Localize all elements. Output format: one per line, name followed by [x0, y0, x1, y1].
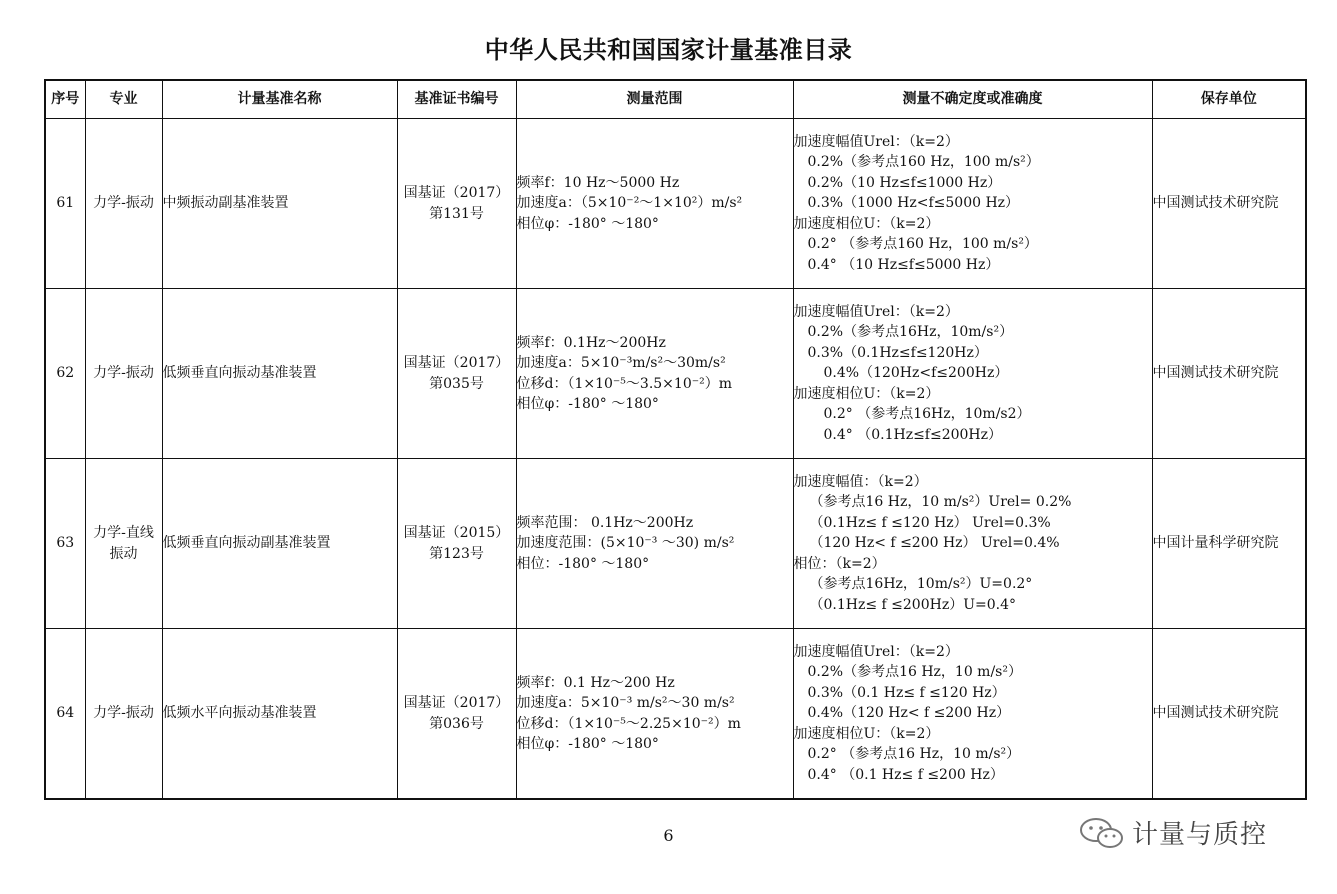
table-row	[45, 629, 1306, 800]
custodian-cell: 中国测试技术研究院	[1152, 629, 1306, 800]
uncertainty-line: （0.1Hz≤ f ≤120 Hz） Urel=0.3%	[809, 514, 1051, 531]
certificate-cell	[397, 629, 516, 800]
uncertainty-line: 加速度相位U：（k=2）	[793, 215, 940, 232]
uncertainty-line: （0.1Hz≤ f ≤200Hz）U=0.4°	[809, 596, 1016, 613]
wechat-icon	[1078, 816, 1126, 850]
uncertainty-line: 0.2%（参考点16 Hz，10 m/s²）	[807, 664, 1022, 681]
uncertainty-line: 加速度幅值Urel：（k=2）	[793, 133, 959, 150]
uncertainty-line: （120 Hz< f ≤200 Hz） Urel=0.4%	[809, 535, 1060, 552]
field-line: 力学-振动	[93, 195, 154, 212]
standard-name-cell: 低频垂直向振动副基准装置	[162, 459, 397, 629]
range-line: 频率范围： 0.1Hz～200Hz	[516, 514, 694, 531]
header-cell: 专业	[85, 80, 162, 119]
field-cell	[85, 119, 162, 289]
field-line: 力学-直线	[93, 525, 154, 541]
row-number-cell: 62	[45, 289, 85, 459]
header-cell: 序号	[45, 80, 85, 119]
uncertainty-cell	[793, 289, 1152, 459]
certificate-cell	[397, 289, 516, 459]
field-cell	[85, 629, 162, 800]
standard-name-cell: 低频水平向振动基准装置	[162, 629, 397, 800]
certificate-line: 第036号	[429, 715, 484, 732]
metrology-standards-table	[44, 79, 1307, 800]
certificate-line: 第035号	[429, 375, 484, 392]
uncertainty-line: 加速度幅值Urel：（k=2）	[793, 643, 959, 660]
measurement-range-cell	[516, 289, 793, 459]
uncertainty-line: 0.2%（10 Hz≤f≤1000 Hz）	[807, 174, 1002, 191]
uncertainty-line: 0.2° （参考点16Hz，10m/s2）	[823, 406, 1031, 423]
header-cell: 测量不确定度或准确度	[793, 80, 1152, 119]
custodian-cell: 中国测试技术研究院	[1152, 119, 1306, 289]
measurement-range-cell	[516, 629, 793, 800]
field-cell	[85, 459, 162, 629]
header-cell: 计量基准名称	[162, 80, 397, 119]
row-number-cell: 61	[45, 119, 85, 289]
range-line: 位移d：（1×10⁻⁵～2.25×10⁻²）m	[516, 715, 741, 732]
uncertainty-line: 0.2%（参考点16Hz，10m/s²）	[807, 324, 1014, 341]
field-line: 力学-振动	[93, 365, 154, 382]
uncertainty-cell	[793, 119, 1152, 289]
range-line: 相位φ：-180° ～180°	[516, 736, 659, 752]
range-line: 频率f：10 Hz～5000 Hz	[516, 174, 680, 191]
table-row	[45, 459, 1306, 629]
uncertainty-cell	[793, 459, 1152, 629]
field-line: 力学-振动	[93, 705, 154, 722]
range-line: 加速度a：（5×10⁻²～1×10²）m/s²	[516, 195, 743, 212]
certificate-line: 国基证（2017）	[403, 695, 510, 711]
row-number-cell: 63	[45, 459, 85, 629]
header-row	[45, 80, 1306, 119]
certificate-cell	[397, 119, 516, 289]
range-line: 加速度a：5×10⁻³ m/s²～30 m/s²	[516, 695, 735, 711]
uncertainty-line: （参考点16Hz，10m/s²）U=0.2°	[809, 576, 1033, 593]
table-row	[45, 119, 1306, 289]
header-cell: 保存单位	[1152, 80, 1306, 119]
certificate-line: 国基证（2015）	[403, 525, 510, 541]
range-line: 加速度a：5×10⁻³m/s²～30m/s²	[516, 355, 726, 371]
certificate-line: 国基证（2017）	[403, 185, 510, 201]
range-line: 频率f：0.1Hz～200Hz	[516, 334, 666, 351]
uncertainty-line: 0.2%（参考点160 Hz，100 m/s²）	[807, 154, 1040, 171]
uncertainty-line: 0.4%（120Hz<f≤200Hz）	[823, 365, 1009, 382]
uncertainty-line: 0.3%（1000 Hz<f≤5000 Hz）	[807, 195, 1020, 212]
standard-name-cell: 中频振动副基准装置	[162, 119, 397, 289]
field-line: 振动	[109, 545, 138, 562]
uncertainty-line: 0.4%（120 Hz< f ≤200 Hz）	[807, 705, 1011, 722]
header-cell: 测量范围	[516, 80, 793, 119]
uncertainty-line: 相位：（k=2）	[793, 555, 886, 572]
certificate-line: 第131号	[429, 205, 484, 222]
range-line: 加速度范围：(5×10⁻³ ～30) m/s²	[516, 535, 735, 552]
page-number: 6	[663, 826, 674, 845]
custodian-cell: 中国测试技术研究院	[1152, 289, 1306, 459]
certificate-cell	[397, 459, 516, 629]
uncertainty-cell	[793, 629, 1152, 800]
page-title: 中华人民共和国国家计量基准目录	[484, 36, 853, 64]
uncertainty-line: 加速度幅值：（k=2）	[793, 473, 928, 490]
watermark-text: 计量与质控	[1132, 820, 1268, 850]
custodian-cell: 中国计量科学研究院	[1152, 459, 1306, 629]
certificate-line: 第123号	[429, 545, 484, 562]
range-line: 频率f：0.1 Hz～200 Hz	[516, 674, 675, 691]
measurement-range-cell	[516, 459, 793, 629]
uncertainty-line: 0.3%（0.1 Hz≤ f ≤120 Hz）	[807, 684, 1006, 701]
uncertainty-line: 0.2° （参考点160 Hz，100 m/s²）	[807, 236, 1038, 253]
uncertainty-line: 加速度相位U：（k=2）	[793, 385, 940, 402]
range-line: 相位φ：-180° ～180°	[516, 396, 659, 412]
uncertainty-line: 0.4° （10 Hz≤f≤5000 Hz）	[807, 256, 1000, 273]
field-cell	[85, 289, 162, 459]
standard-name-cell: 低频垂直向振动基准装置	[162, 289, 397, 459]
uncertainty-line: 0.2° （参考点16 Hz，10 m/s²）	[807, 746, 1021, 763]
table-row	[45, 289, 1306, 459]
row-number-cell: 64	[45, 629, 85, 800]
uncertainty-line: 加速度相位U：（k=2）	[793, 725, 940, 742]
range-line: 位移d：（1×10⁻⁵～3.5×10⁻²）m	[516, 375, 733, 392]
range-line: 相位φ：-180° ～180°	[516, 215, 659, 232]
uncertainty-line: 0.3%（0.1Hz≤f≤120Hz）	[807, 344, 988, 361]
measurement-range-cell	[516, 119, 793, 289]
certificate-line: 国基证（2017）	[403, 355, 510, 371]
watermark	[1078, 814, 1267, 851]
uncertainty-line: （参考点16 Hz，10 m/s²）Urel= 0.2%	[809, 494, 1072, 511]
uncertainty-line: 加速度幅值Urel：（k=2）	[793, 303, 959, 320]
uncertainty-line: 0.4° （0.1Hz≤f≤200Hz）	[823, 426, 1003, 443]
range-line: 相位：-180° ～180°	[516, 555, 650, 572]
header-cell: 基准证书编号	[397, 80, 516, 119]
uncertainty-line: 0.4° （0.1 Hz≤ f ≤200 Hz）	[807, 766, 1004, 783]
